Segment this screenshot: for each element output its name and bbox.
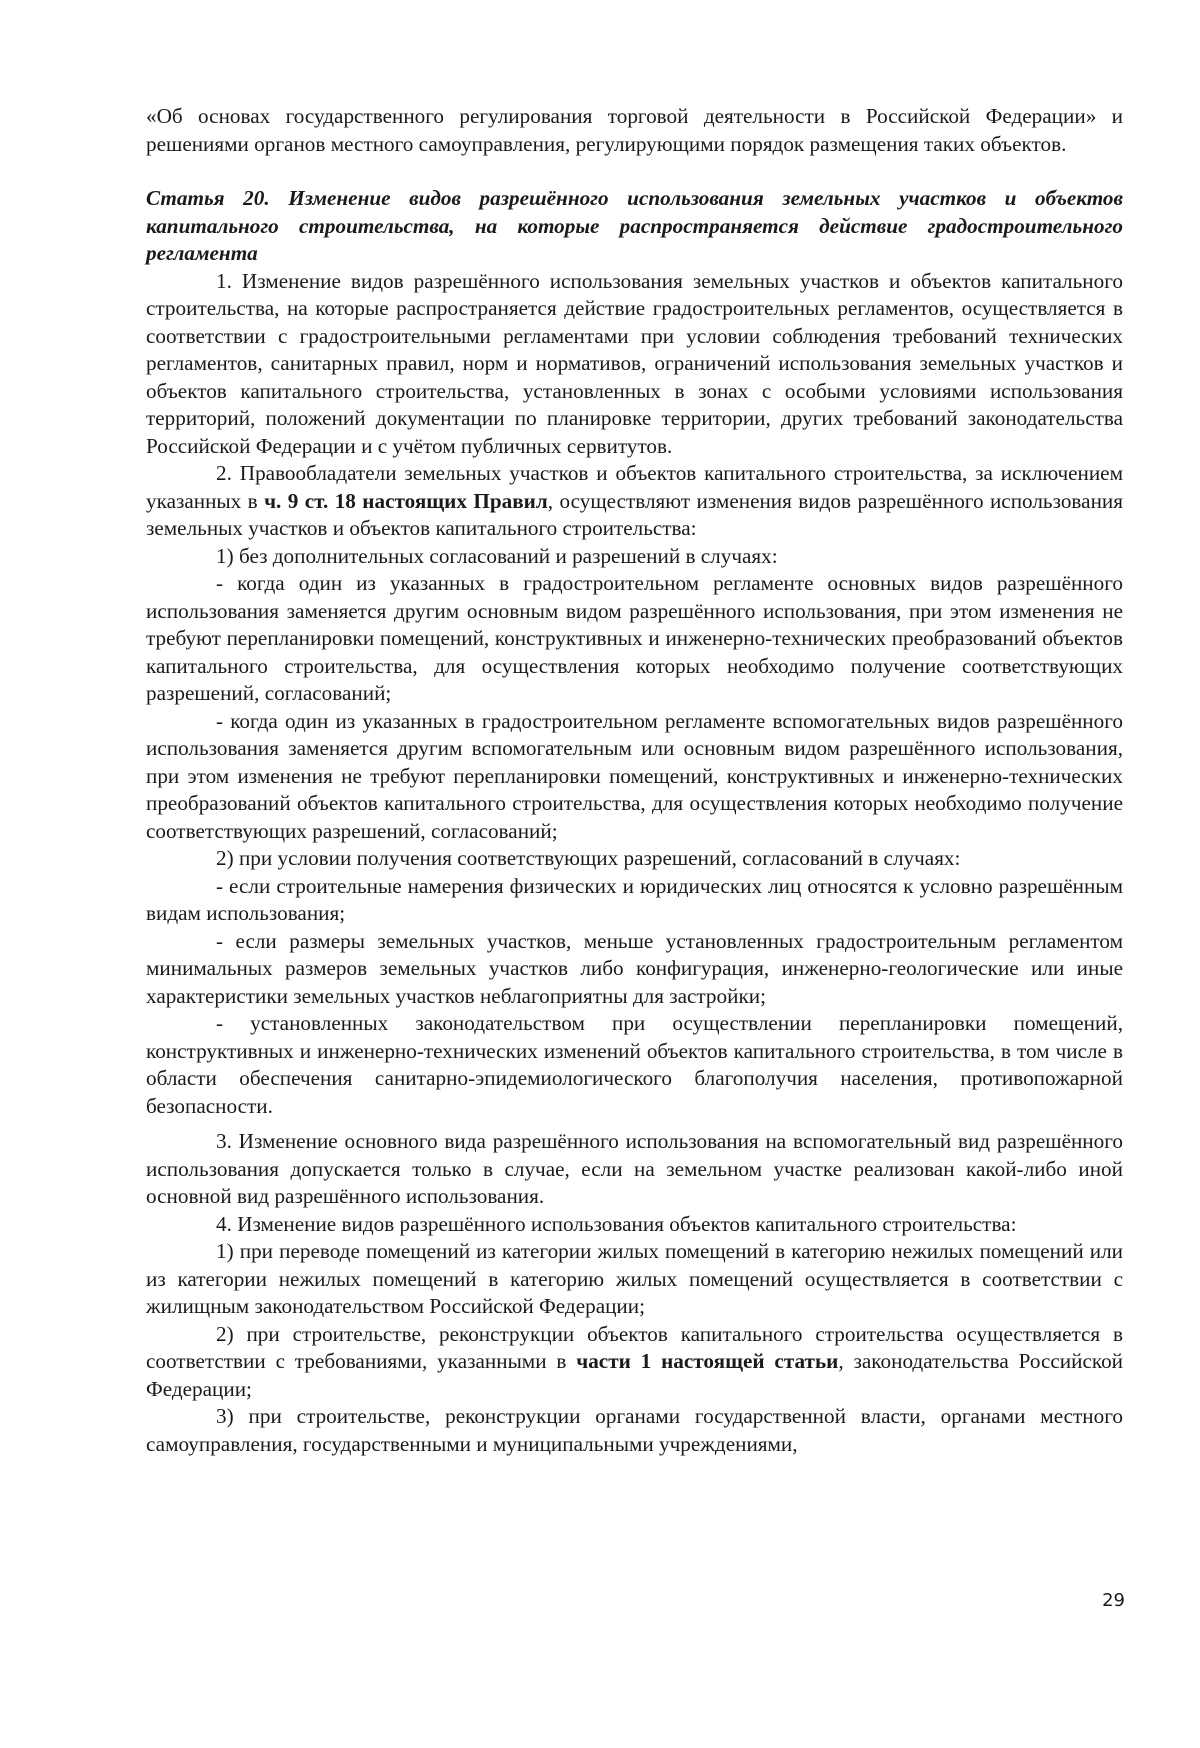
paragraph-4-item-2-reference: части 1 настоящей статьи: [576, 1349, 839, 1373]
paragraph-2-item-1-dash-a: - когда один из указанных в градостроительном регламенте основных видов разрешённого использования заменяется другим основным видом разрешённого использования, при этом изменения не требуют перепланировки помещений, конструктивных и инженерно-технических преобразований объектов капитального строительства, для осуществления которых необходимо получение соответствующих разрешений, согласований;: [146, 571, 1123, 705]
document-page: [146, 103, 1123, 1458]
paragraph-2-text-before: 2. Правообладатели земельных участков и объектов капитального строительства, за исключением указанных в: [146, 461, 1123, 513]
paragraph-4-item-1: 1) при переводе помещений из категории жилых помещений в категорию нежилых помещений или из категории нежилых помещений в категорию жилых помещений осуществляется в соответствии с жилищным законодательством Российской Федерации;: [146, 1239, 1123, 1318]
paragraph-2: [146, 460, 1123, 543]
paragraph-1: 1. Изменение видов разрешённого использования земельных участков и объектов капитального строительства, на которые распространяется действие градостроительных регламентов, осуществляется в соответствии с градостроительными регламентами при условии соблюдения требований технических регламентов, санитарных правил, норм и нормативов, ограничений использования земельных участков и объектов капитального строительства, установленных в зонах с особыми условиями использования территорий, положений документации по планировке территории, других требований законодательства Российской Федерации и с учётом публичных сервитутов.: [146, 268, 1123, 458]
paragraph-2-item-2-dash-c: - установленных законодательством при осуществлении перепланировки помещений, конструктивных и инженерно-технических изменений объектов капитального строительства, в том числе в области обеспечения санитарно-эпидемиологического благополучия населения, противопожарной безопасности.: [146, 1011, 1123, 1118]
paragraph-2-reference: ч. 9 ст. 18 настоящих Правил: [264, 488, 548, 513]
intro-paragraph: «Об основах государственного регулирования торговой деятельности в Российской Федерации» и решениями органов местного самоуправления, регулирующими порядок размещения таких объектов.: [146, 104, 1123, 156]
paragraph-2-item-2-dash-b: - если размеры земельных участков, меньше установленных градостроительным регламентом минимальных размеров земельных участков либо конфигурация, инженерно-геологические или иные характеристики земельных участков неблагоприятны для застройки;: [146, 928, 1123, 1008]
paragraph-2-item-1: 1) без дополнительных согласований и разрешений в случаях:: [216, 543, 778, 568]
paragraph-4-item-2: [146, 1321, 1123, 1404]
page-number: 29: [1102, 1590, 1125, 1611]
paragraph-4-item-3: 3) при строительстве, реконструкции органами государственной власти, органами местного самоуправления, государственными и муниципальными учреждениями,: [146, 1404, 1123, 1456]
paragraph-4: 4. Изменение видов разрешённого использования объектов капитального строительства:: [216, 1211, 1017, 1236]
paragraph-4-item-2-text-before: 2) при строительстве, реконструкции объектов капитального строительства осуществляется в соответствии с требованиями, указанными в: [146, 1321, 1123, 1373]
article-title: Статья 20. Изменение видов разрешённого использования земельных участков и объектов капитального строительства, на которые распространяется действие градостроительного регламента: [146, 186, 1123, 265]
paragraph-2-item-1-dash-b: - когда один из указанных в градостроительном регламенте вспомогательных видов разрешённого использования заменяется другим вспомогательным или основным видом разрешённого использования, при этом изменения не требуют перепланировки помещений, конструктивных и инженерно-технических преобразований объектов капитального строительства, для осуществления которых необходимо получение соответствующих разрешений, согласований;: [146, 708, 1123, 843]
paragraph-2-item-2: 2) при условии получения соответствующих разрешений, согласований в случаях:: [216, 846, 961, 870]
paragraph-3: 3. Изменение основного вида разрешённого использования на вспомогательный вид разрешённого использования допускается только в случае, если на земельном участке реализован какой-либо иной основной вид разрешённого использования.: [146, 1129, 1123, 1208]
paragraph-4-item-2-text-after: , законодательства Российской Федерации;: [146, 1349, 1124, 1401]
paragraph-2-item-2-dash-a: - если строительные намерения физических и юридических лиц относятся к условно разрешённым видам использования;: [146, 873, 1123, 925]
paragraph-2-text-after: , осуществляют изменения видов разрешённого использования земельных участков и объектов капитального строительства:: [146, 488, 1123, 540]
